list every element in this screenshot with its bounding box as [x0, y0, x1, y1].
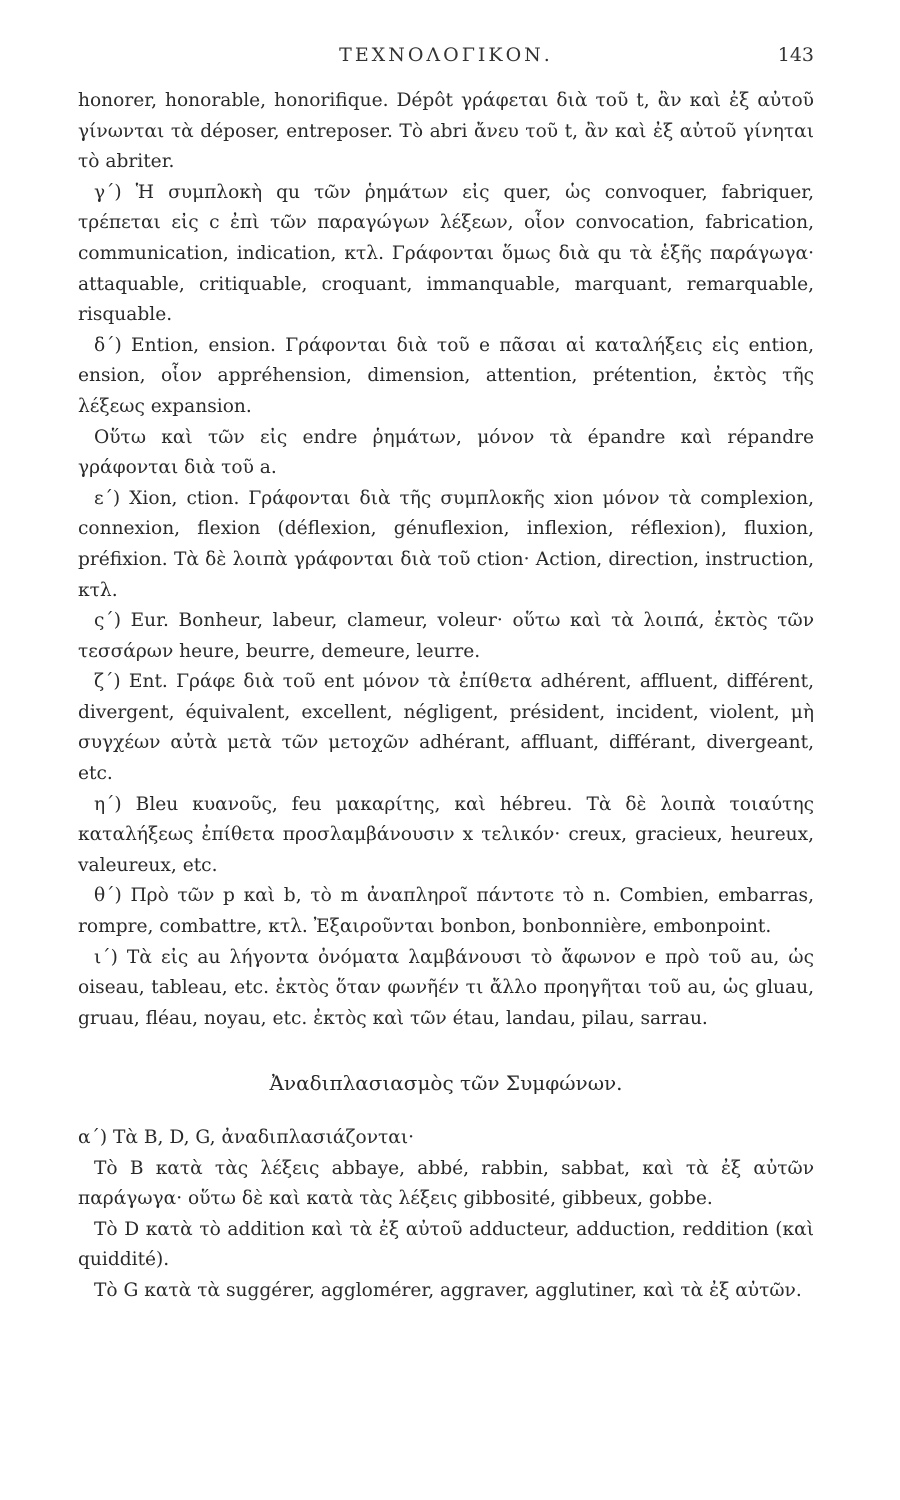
- paragraph: γ΄) Ἡ συμπλοκὴ qu τῶν ῥημάτων εἰς quer, ὡς convoquer, fabriquer, τρέπεται εἰς c ἐπὶ τῶν παραγώγων λέξεων, οἷον convocation, fabrication, communication, indication, κτλ. Γράφονται ὅμως διὰ qu τὰ ἑξῆς παράγωγα· attaquable, critiquable, croquant, immanquable, marquant, remarquable, risquable.: [78, 181, 814, 326]
- paragraph: η΄) Bleu κυανοῦς, feu μακαρίτης, καὶ hébreu. Τὰ δὲ λοιπὰ τοιαύτης καταλήξεως ἐπίθετα προσλαμβάνουσιν x τελικόν· creux, gracieux, heureux, valeureux, etc.: [78, 793, 814, 876]
- paragraph: Τὸ B κατὰ τὰς λέξεις abbaye, abbé, rabbin, sabbat, καὶ τὰ ἐξ αὐτῶν παράγωγα· οὕτω δὲ καὶ κατὰ τὰς λέξεις gibbosité, gibbeux, gobbe.: [78, 1157, 814, 1210]
- page-number: 143: [777, 44, 814, 66]
- paragraph: θ΄) Πρὸ τῶν p καὶ b, τὸ m ἀναπληροῖ πάντοτε τὸ n. Combien, embarras, rompre, combattre, κτλ. Ἐξαιροῦνται bonbon, bonbonnière, embonpoint.: [78, 885, 814, 938]
- running-title: ΤΕΧΝΟΛΟΓΙΚΟΝ.: [339, 44, 553, 66]
- paragraph: ζ΄) Ent. Γράφε διὰ τοῦ ent μόνον τὰ ἐπίθετα adhérent, affluent, différent, divergent, équivalent, excellent, négligent, président, incident, violent, μὴ συγχέων αὐτὰ μετὰ τῶν μετοχῶν adhérant, affluant, différant, divergeant, etc.: [78, 671, 814, 785]
- paragraph: ς΄) Eur. Bonheur, labeur, clameur, voleur· οὕτω καὶ τὰ λοιπά, ἐκτὸς τῶν τεσσάρων heure, beurre, demeure, leurre.: [78, 610, 814, 662]
- paragraph: ι΄) Τὰ εἰς au λήγοντα ὀνόματα λαμβάνουσι τὸ ἄφωνον e πρὸ τοῦ au, ὡς oiseau, tableau, etc. ἐκτὸς ὅταν φωνῆέν τι ἄλλο προηγῆται τοῦ au, ὡς gluau, gruau, fléau, noyau, etc. ἐκτὸς καὶ τῶν étau, landau, pilau, sarrau.: [78, 946, 814, 1029]
- paragraph: Οὕτω καὶ τῶν εἰς endre ῥημάτων, μόνον τὰ épandre καὶ répandre γράφονται διὰ τοῦ a.: [78, 426, 814, 479]
- paragraph: α΄) Τὰ B, D, G, ἀναδιπλασιάζονται·: [78, 1127, 415, 1148]
- paragraph: Τὸ G κατὰ τὰ suggérer, agglomérer, aggraver, agglutiner, καὶ τὰ ἐξ αὐτῶν.: [94, 1279, 802, 1301]
- paragraph: δ΄) Ention, ension. Γράφονται διὰ τοῦ e πᾶσαι αἱ καταλήξεις εἰς ention, ension, οἷον appréhension, dimension, attention, prétention, ἐκτὸς τῆς λέξεως expansion.: [78, 334, 814, 417]
- page-header: [78, 44, 814, 84]
- paragraph: honorer, honorable, honorifique. Dépôt γράφεται διὰ τοῦ t, ἂν καὶ ἐξ αὐτοῦ γίνωνται τὰ déposer, entreposer. Τὸ abri ἄνευ τοῦ t, ἂν καὶ ἐξ αὐτοῦ γίνηται τὸ abriter.: [78, 90, 814, 173]
- paragraph: Τὸ D κατὰ τὸ addition καὶ τὰ ἐξ αὐτοῦ adducteur, adduction, reddition (καὶ quiddité).: [78, 1218, 814, 1271]
- section-heading: Ἀναδιπλασιασμὸς τῶν Συμφώνων.: [269, 1071, 623, 1096]
- paragraph: ε΄) Xion, ction. Γράφονται διὰ τῆς συμπλοκῆς xion μόνον τὰ complexion, connexion, flexion (déflexion, génuflexion, inflexion, réflexion), fluxion, préfixion. Τὰ δὲ λοιπὰ γράφονται διὰ τοῦ ction· Action, direction, instruction, κτλ.: [78, 487, 814, 601]
- body-text: [78, 86, 814, 1307]
